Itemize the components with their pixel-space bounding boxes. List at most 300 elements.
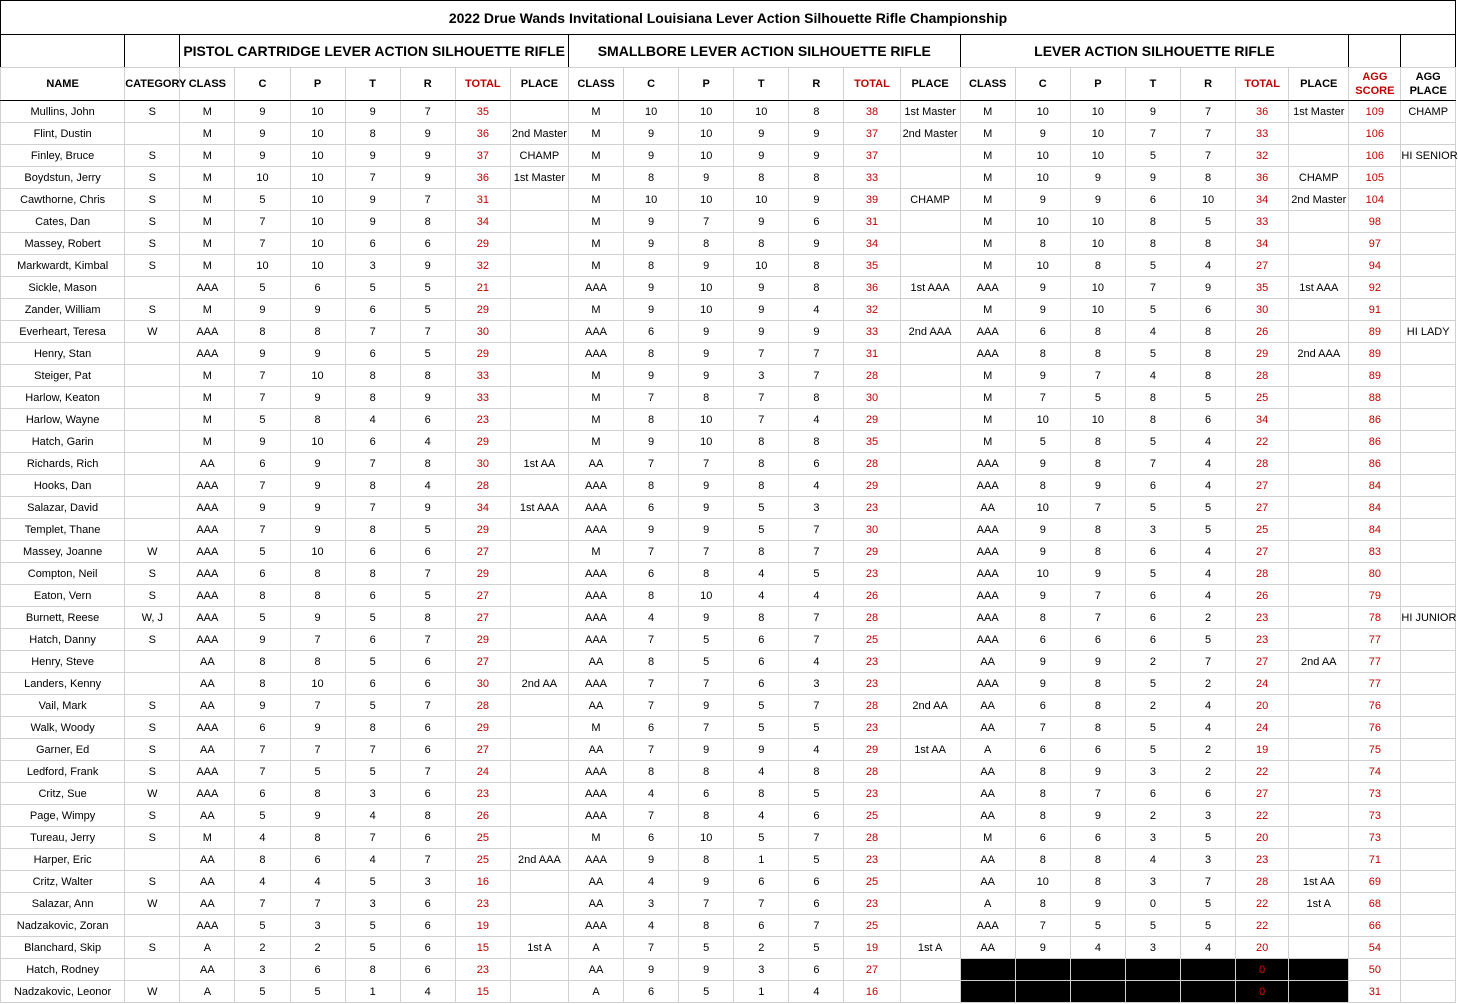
cell-lever-p: 10 (1070, 211, 1125, 233)
cell-smallbore-p: 7 (679, 541, 734, 563)
cell-smallbore-place (900, 541, 960, 563)
cell-smallbore-p: 7 (679, 893, 734, 915)
cell-category: S (125, 827, 180, 849)
cell-lever-r: 5 (1181, 893, 1236, 915)
cell-lever-p: 10 (1070, 299, 1125, 321)
cell-smallbore-class: AAA (568, 783, 623, 805)
cell-smallbore-p: 10 (679, 123, 734, 145)
cell-pistol-r: 7 (400, 189, 455, 211)
cell-pistol-place (510, 651, 568, 673)
cell-smallbore-c: 6 (624, 321, 679, 343)
cell-smallbore-p: 8 (679, 387, 734, 409)
cell-lever-r: 4 (1181, 563, 1236, 585)
cell-category (125, 387, 180, 409)
cell-category: W (125, 321, 180, 343)
cell-smallbore-r: 9 (789, 321, 844, 343)
cell-lever-p: 8 (1070, 255, 1125, 277)
cell-smallbore-c: 8 (624, 343, 679, 365)
col-header-t: T (345, 68, 400, 101)
cell-smallbore-place (900, 849, 960, 871)
cell-lever-r: 5 (1181, 629, 1236, 651)
cell-smallbore-total: 36 (844, 277, 900, 299)
cell-agg-place (1401, 365, 1456, 387)
cell-agg-score: 31 (1349, 981, 1401, 1003)
table-row (1, 871, 1456, 893)
cell-smallbore-place (900, 519, 960, 541)
cell-smallbore-place (900, 981, 960, 1003)
cell-lever-class: M (960, 409, 1015, 431)
cell-pistol-class: AAA (180, 343, 235, 365)
cell-pistol-t: 5 (345, 651, 400, 673)
col-header-total: TOTAL (844, 68, 900, 101)
cell-smallbore-t: 3 (734, 959, 789, 981)
cell-category: S (125, 739, 180, 761)
cell-smallbore-t: 9 (734, 123, 789, 145)
table-row (1, 387, 1456, 409)
cell-smallbore-place: 2nd AAA (900, 321, 960, 343)
cell-pistol-place (510, 211, 568, 233)
cell-pistol-class: M (180, 189, 235, 211)
cell-lever-p: 9 (1070, 563, 1125, 585)
cell-smallbore-p: 7 (679, 673, 734, 695)
cell-smallbore-r: 5 (789, 717, 844, 739)
cell-lever-class: A (960, 739, 1015, 761)
cell-smallbore-p: 8 (679, 915, 734, 937)
table-row (1, 255, 1456, 277)
cell-lever-t: 4 (1125, 321, 1180, 343)
cell-pistol-p: 8 (290, 585, 345, 607)
cell-agg-place: HI LADY (1401, 321, 1456, 343)
cell-smallbore-p: 9 (679, 343, 734, 365)
cell-pistol-t: 7 (345, 453, 400, 475)
cell-pistol-r: 9 (400, 387, 455, 409)
cell-pistol-place (510, 783, 568, 805)
cell-pistol-p: 8 (290, 563, 345, 585)
cell-smallbore-c: 6 (624, 981, 679, 1003)
cell-smallbore-c: 7 (624, 629, 679, 651)
cell-lever-place (1289, 519, 1349, 541)
cell-pistol-r: 5 (400, 585, 455, 607)
cell-lever-c: 9 (1015, 299, 1070, 321)
cell-category (125, 453, 180, 475)
cell-lever-class: AA (960, 651, 1015, 673)
cell-lever-r: 5 (1181, 387, 1236, 409)
cell-pistol-total: 34 (455, 211, 510, 233)
cell-pistol-r: 6 (400, 959, 455, 981)
cell-lever-r: 4 (1181, 585, 1236, 607)
cell-pistol-r: 4 (400, 431, 455, 453)
cell-pistol-place (510, 387, 568, 409)
cell-pistol-r: 8 (400, 365, 455, 387)
table-row (1, 695, 1456, 717)
cell-smallbore-class: AAA (568, 519, 623, 541)
cell-name: Compton, Neil (1, 563, 125, 585)
cell-lever-c (1015, 959, 1070, 981)
cell-lever-class: AAA (960, 673, 1015, 695)
cell-lever-p: 8 (1070, 673, 1125, 695)
sheet-title: 2022 Drue Wands Invitational Louisiana Lever Action Silhouette Rifle Championship (1, 1, 1456, 35)
cell-smallbore-t: 8 (734, 607, 789, 629)
cell-smallbore-t: 10 (734, 101, 789, 123)
cell-smallbore-c: 9 (624, 431, 679, 453)
cell-agg-score: 84 (1349, 519, 1401, 541)
cell-lever-p: 9 (1070, 189, 1125, 211)
cell-pistol-t: 5 (345, 871, 400, 893)
col-header-r: R (789, 68, 844, 101)
cell-lever-total: 32 (1236, 145, 1289, 167)
cell-name: Mullins, John (1, 101, 125, 123)
cell-lever-t: 8 (1125, 233, 1180, 255)
cell-name: Massey, Robert (1, 233, 125, 255)
cell-agg-score: 75 (1349, 739, 1401, 761)
cell-smallbore-class: M (568, 431, 623, 453)
cell-lever-t: 7 (1125, 453, 1180, 475)
cell-pistol-class: AAA (180, 541, 235, 563)
cell-pistol-r: 3 (400, 871, 455, 893)
cell-pistol-r: 6 (400, 409, 455, 431)
cell-lever-c: 9 (1015, 453, 1070, 475)
cell-smallbore-total: 26 (844, 585, 900, 607)
cell-smallbore-r: 7 (789, 343, 844, 365)
cell-pistol-class: AAA (180, 519, 235, 541)
cell-smallbore-r: 6 (789, 211, 844, 233)
cell-smallbore-t: 8 (734, 783, 789, 805)
cell-smallbore-p: 5 (679, 981, 734, 1003)
cell-smallbore-p: 9 (679, 475, 734, 497)
col-header-class: CLASS (568, 68, 623, 101)
cell-lever-total: 20 (1236, 695, 1289, 717)
cell-smallbore-place (900, 365, 960, 387)
cell-category (125, 123, 180, 145)
cell-smallbore-class: M (568, 827, 623, 849)
cell-pistol-r: 5 (400, 299, 455, 321)
cell-lever-r: 4 (1181, 717, 1236, 739)
cell-lever-p: 8 (1070, 541, 1125, 563)
cell-smallbore-c: 9 (624, 299, 679, 321)
cell-lever-place (1289, 783, 1349, 805)
cell-smallbore-place: 1st AAA (900, 277, 960, 299)
table-row (1, 739, 1456, 761)
cell-smallbore-c: 4 (624, 783, 679, 805)
cell-pistol-r: 9 (400, 497, 455, 519)
col-header-place: PLACE (1289, 68, 1349, 101)
cell-pistol-place (510, 409, 568, 431)
cell-pistol-r: 6 (400, 233, 455, 255)
cell-pistol-place: 1st A (510, 937, 568, 959)
cell-smallbore-class: M (568, 409, 623, 431)
cell-smallbore-r: 6 (789, 805, 844, 827)
cell-smallbore-total: 27 (844, 959, 900, 981)
cell-smallbore-t: 4 (734, 805, 789, 827)
cell-pistol-c: 10 (235, 255, 290, 277)
cell-smallbore-r: 8 (789, 167, 844, 189)
cell-lever-total: 22 (1236, 761, 1289, 783)
cell-pistol-p: 5 (290, 761, 345, 783)
col-header-place: PLACE (900, 68, 960, 101)
cell-agg-place (1401, 563, 1456, 585)
cell-pistol-p: 9 (290, 387, 345, 409)
cell-pistol-total: 24 (455, 761, 510, 783)
cell-agg-score: 69 (1349, 871, 1401, 893)
cell-lever-class: AAA (960, 541, 1015, 563)
cell-pistol-p: 10 (290, 233, 345, 255)
cell-pistol-p: 6 (290, 277, 345, 299)
cell-lever-t: 2 (1125, 805, 1180, 827)
cell-smallbore-r: 6 (789, 453, 844, 475)
cell-lever-place (1289, 541, 1349, 563)
cell-name: Landers, Kenny (1, 673, 125, 695)
cell-smallbore-class: AA (568, 871, 623, 893)
cell-name: Hooks, Dan (1, 475, 125, 497)
cell-pistol-total: 19 (455, 915, 510, 937)
cell-lever-total: 33 (1236, 211, 1289, 233)
cell-pistol-p: 4 (290, 871, 345, 893)
cell-pistol-c: 3 (235, 959, 290, 981)
cell-pistol-r: 6 (400, 739, 455, 761)
cell-agg-place (1401, 123, 1456, 145)
table-row (1, 585, 1456, 607)
cell-smallbore-class: M (568, 123, 623, 145)
cell-lever-p: 4 (1070, 937, 1125, 959)
cell-agg-place (1401, 233, 1456, 255)
cell-smallbore-place (900, 453, 960, 475)
cell-pistol-t: 4 (345, 805, 400, 827)
cell-lever-c: 6 (1015, 739, 1070, 761)
cell-smallbore-r: 6 (789, 871, 844, 893)
cell-smallbore-r: 8 (789, 255, 844, 277)
cell-pistol-t: 5 (345, 915, 400, 937)
cell-agg-place (1401, 717, 1456, 739)
cell-smallbore-class: M (568, 541, 623, 563)
cell-lever-c: 8 (1015, 475, 1070, 497)
cell-lever-total: 36 (1236, 167, 1289, 189)
cell-lever-r: 5 (1181, 915, 1236, 937)
cell-smallbore-place (900, 805, 960, 827)
cell-pistol-c: 10 (235, 167, 290, 189)
cell-name: Harlow, Wayne (1, 409, 125, 431)
cell-smallbore-total: 35 (844, 255, 900, 277)
cell-smallbore-place (900, 233, 960, 255)
cell-lever-p: 5 (1070, 387, 1125, 409)
cell-lever-t: 3 (1125, 937, 1180, 959)
col-header-p: P (1070, 68, 1125, 101)
cell-lever-t: 6 (1125, 585, 1180, 607)
table-row (1, 431, 1456, 453)
cell-pistol-place (510, 607, 568, 629)
cell-agg-score: 88 (1349, 387, 1401, 409)
table-row (1, 167, 1456, 189)
cell-smallbore-c: 6 (624, 827, 679, 849)
cell-name: Harlow, Keaton (1, 387, 125, 409)
cell-agg-score: 98 (1349, 211, 1401, 233)
cell-agg-place (1401, 981, 1456, 1003)
cell-lever-r: 3 (1181, 805, 1236, 827)
cell-pistol-r: 4 (400, 475, 455, 497)
cell-pistol-place (510, 629, 568, 651)
cell-pistol-total: 35 (455, 101, 510, 123)
table-row (1, 673, 1456, 695)
cell-smallbore-c: 3 (624, 893, 679, 915)
col-header-agg-place (1401, 68, 1456, 101)
cell-smallbore-t: 7 (734, 893, 789, 915)
cell-lever-total: 23 (1236, 607, 1289, 629)
cell-pistol-total: 29 (455, 629, 510, 651)
cell-smallbore-class: M (568, 233, 623, 255)
cell-smallbore-r: 8 (789, 431, 844, 453)
blank-header-cell (1401, 35, 1456, 68)
cell-smallbore-r: 7 (789, 629, 844, 651)
cell-smallbore-class: AAA (568, 343, 623, 365)
cell-smallbore-t: 4 (734, 563, 789, 585)
cell-lever-place (1289, 123, 1349, 145)
cell-smallbore-class: AAA (568, 475, 623, 497)
cell-smallbore-class: AAA (568, 321, 623, 343)
cell-agg-score: 97 (1349, 233, 1401, 255)
cell-smallbore-c: 9 (624, 277, 679, 299)
cell-pistol-p: 10 (290, 167, 345, 189)
cell-lever-c: 8 (1015, 893, 1070, 915)
cell-smallbore-p: 8 (679, 563, 734, 585)
cell-smallbore-t: 6 (734, 651, 789, 673)
cell-lever-r: 4 (1181, 255, 1236, 277)
cell-lever-p: 9 (1070, 651, 1125, 673)
cell-lever-c: 8 (1015, 783, 1070, 805)
table-row (1, 453, 1456, 475)
cell-pistol-r: 5 (400, 519, 455, 541)
cell-smallbore-class: A (568, 937, 623, 959)
col-header-category: CATEGORY (125, 68, 180, 101)
cell-smallbore-place (900, 299, 960, 321)
cell-lever-c: 9 (1015, 123, 1070, 145)
cell-pistol-total: 33 (455, 387, 510, 409)
cell-lever-t: 3 (1125, 827, 1180, 849)
cell-pistol-place (510, 563, 568, 585)
cell-lever-class: AAA (960, 915, 1015, 937)
cell-smallbore-p: 10 (679, 277, 734, 299)
cell-lever-place (1289, 717, 1349, 739)
cell-agg-score: 84 (1349, 475, 1401, 497)
cell-lever-c: 8 (1015, 761, 1070, 783)
cell-lever-p: 9 (1070, 805, 1125, 827)
cell-lever-r: 7 (1181, 145, 1236, 167)
cell-smallbore-p: 9 (679, 167, 734, 189)
cell-name: Garner, Ed (1, 739, 125, 761)
cell-agg-place: HI SENIOR (1401, 145, 1456, 167)
cell-pistol-t: 6 (345, 343, 400, 365)
cell-name: Walk, Woody (1, 717, 125, 739)
cell-lever-class: M (960, 431, 1015, 453)
cell-pistol-p: 2 (290, 937, 345, 959)
cell-lever-r: 7 (1181, 651, 1236, 673)
cell-smallbore-c: 8 (624, 585, 679, 607)
cell-smallbore-c: 7 (624, 387, 679, 409)
cell-name: Massey, Joanne (1, 541, 125, 563)
cell-pistol-t: 3 (345, 893, 400, 915)
cell-lever-total: 27 (1236, 651, 1289, 673)
cell-pistol-c: 7 (235, 233, 290, 255)
cell-pistol-place: 1st Master (510, 167, 568, 189)
cell-pistol-c: 5 (235, 541, 290, 563)
cell-lever-p: 7 (1070, 607, 1125, 629)
cell-lever-place (1289, 915, 1349, 937)
cell-smallbore-p: 5 (679, 629, 734, 651)
cell-smallbore-r: 9 (789, 233, 844, 255)
cell-pistol-t: 4 (345, 409, 400, 431)
cell-name: Sickle, Mason (1, 277, 125, 299)
cell-agg-place: CHAMP (1401, 101, 1456, 123)
table-row (1, 123, 1456, 145)
cell-lever-place (1289, 629, 1349, 651)
col-header-class: CLASS (960, 68, 1015, 101)
cell-smallbore-total: 28 (844, 453, 900, 475)
cell-category: S (125, 299, 180, 321)
cell-pistol-total: 31 (455, 189, 510, 211)
cell-pistol-t: 8 (345, 475, 400, 497)
cell-pistol-class: M (180, 431, 235, 453)
cell-smallbore-c: 9 (624, 959, 679, 981)
cell-smallbore-t: 3 (734, 365, 789, 387)
cell-smallbore-p: 9 (679, 695, 734, 717)
cell-pistol-c: 9 (235, 343, 290, 365)
cell-smallbore-t: 10 (734, 255, 789, 277)
cell-smallbore-r: 4 (789, 299, 844, 321)
cell-smallbore-class: AAA (568, 563, 623, 585)
cell-pistol-t: 8 (345, 387, 400, 409)
cell-pistol-c: 5 (235, 915, 290, 937)
cell-pistol-c: 9 (235, 145, 290, 167)
cell-agg-place (1401, 431, 1456, 453)
cell-pistol-place (510, 695, 568, 717)
cell-pistol-c: 5 (235, 805, 290, 827)
cell-smallbore-p: 9 (679, 871, 734, 893)
cell-smallbore-c: 8 (624, 651, 679, 673)
cell-smallbore-c: 10 (624, 189, 679, 211)
table-row (1, 299, 1456, 321)
cell-agg-score: 73 (1349, 783, 1401, 805)
cell-smallbore-c: 8 (624, 255, 679, 277)
col-header-name: NAME (1, 68, 125, 101)
cell-smallbore-t: 7 (734, 387, 789, 409)
cell-pistol-class: AA (180, 959, 235, 981)
cell-lever-c: 10 (1015, 871, 1070, 893)
cell-pistol-total: 36 (455, 123, 510, 145)
cell-smallbore-r: 4 (789, 739, 844, 761)
cell-lever-t (1125, 981, 1180, 1003)
cell-smallbore-t: 1 (734, 981, 789, 1003)
cell-smallbore-t: 6 (734, 871, 789, 893)
cell-pistol-c: 9 (235, 629, 290, 651)
cell-lever-p: 8 (1070, 321, 1125, 343)
cell-smallbore-c: 10 (624, 101, 679, 123)
cell-pistol-total: 30 (455, 673, 510, 695)
cell-pistol-r: 8 (400, 211, 455, 233)
cell-lever-class: M (960, 101, 1015, 123)
cell-lever-r (1181, 981, 1236, 1003)
cell-pistol-total: 15 (455, 937, 510, 959)
cell-lever-total: 34 (1236, 409, 1289, 431)
col-header-c: C (624, 68, 679, 101)
cell-lever-t: 8 (1125, 387, 1180, 409)
cell-lever-class: AA (960, 937, 1015, 959)
cell-agg-score: 76 (1349, 695, 1401, 717)
cell-smallbore-class: M (568, 717, 623, 739)
cell-smallbore-total: 33 (844, 321, 900, 343)
cell-lever-place (1289, 695, 1349, 717)
cell-agg-place (1401, 827, 1456, 849)
col-header-total: TOTAL (1236, 68, 1289, 101)
cell-pistol-t: 7 (345, 827, 400, 849)
cell-pistol-c: 4 (235, 871, 290, 893)
